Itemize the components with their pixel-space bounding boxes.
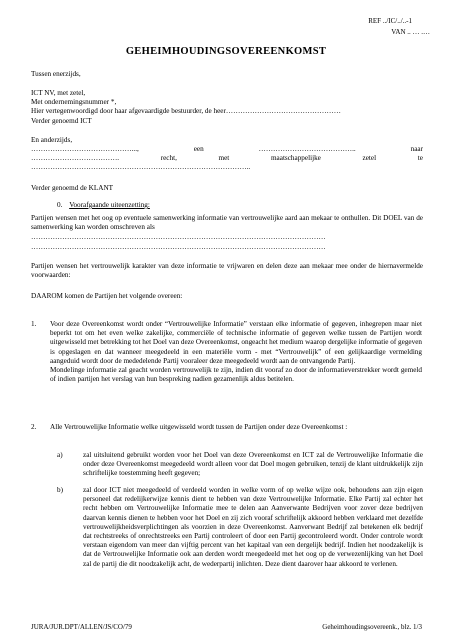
party-ict-number: Met ondernemingsnummer *, [31, 98, 117, 107]
footer-reference: JURA/JUR.DPT/ALLEN/JS/CO/79 [31, 623, 132, 631]
party-ict-name: ICT NV, met zetel, [31, 89, 86, 97]
daarom-line: DAAROM komen de Partijen het volgende overeen: [31, 292, 183, 300]
article-2-b-label: b) [57, 486, 63, 494]
document-title: GEHEIMHOUDINGSOVEREENKOMST [125, 46, 327, 57]
section-0-number: 0. [57, 201, 63, 209]
article-2-number: 2. [31, 423, 37, 431]
other-party-intro: En anderzijds, [31, 136, 73, 144]
party-ict [31, 89, 423, 126]
section-0-paragraph-1: Partijen wensen met het oog op eventuele samenwerking informatie van vertrouwelijke aard aan mekaar te onthullen. Dit DOEL van de samenwerking kan worden omschreven als [31, 214, 423, 232]
footer-page-number: Geheimhoudingsovereenk., blz. 1/3 [322, 623, 422, 631]
party-klant-alias: Verder genoemd de KLANT [31, 184, 114, 192]
article-2-text: Alle Vertrouwelijke Informatie welke uitgewisseld wordt tussen de Partijen onder deze Overeenkomst : [50, 423, 348, 431]
article-2-a-text: zal uitsluitend gebruikt worden voor het Doel van deze Overeenkomst en ICT zal de Vertrouwelijke Informatie die onder deze Overeenkomst meegedeeld wordt alleen voor dat Doel mogen gebruiken, tenzij de klant uitdrukkelijk zijn schriftelijke toestemming heeft gegeven; [83, 451, 423, 478]
section-0-title: Voorafgaande uiteenzetting: [69, 201, 150, 209]
party-klant-line-2: ………………………………. recht, met maatschappelijke zetel te [31, 154, 423, 163]
article-1-paragraph-2: Mondelinge informatie zal geacht worden vertrouwelijk te zijn, indien dit vooraf zo door de informatieverstrekker wordt gemeld of indien partijen het verslag van hun bespreking nadien gezamenlijk aldus betitelen. [50, 366, 422, 384]
article-1-paragraph-1: Voor deze Overeenkomst wordt onder “Vertrouwelijke Informatie” verstaan elke informatie of gegeven, inhegrepen maar niet beperkt tot om het even welke zakelijke, commerciële of technische informatie of gegeven welke tussen de Partijen wordt uitgewisseld met betrekking tot het Doel van deze Overeenkomst, ongeacht het medium waarop dergelijke informatie of gegeven is opgeslagen en dat wanneer meegedeeld in een materiële vorm - met “Vertrouwelijk” of een gelijkaardige vermelding aangeduid wordt door de mededelende Partij vooraleer deze meegedeeld wordt aan de ontvangende Partij. [50, 320, 422, 365]
section-0-dots-1: …………………………………………………………………………………………………………… [31, 233, 326, 241]
reference-block [368, 16, 430, 38]
reference-date: VAN .. … .… [391, 28, 430, 36]
section-0-dots-2: …………………………………………………………………………………………………………… [31, 243, 326, 251]
reference-number: REF ../IC/../..-1 [368, 17, 412, 25]
section-0-paragraph-2: Partijen wensen het vertrouwelijk karakter van deze informatie te vrijwaren en delen deze aan mekaar mee onder de hiernavermelde voorwaarden: [31, 262, 423, 280]
intro-line: Tussen enerzijds, [31, 70, 81, 78]
party-klant [31, 145, 423, 173]
party-ict-alias: Verder genoemd ICT [31, 116, 92, 125]
section-0-heading [57, 201, 423, 210]
article-1-text [50, 320, 422, 384]
party-klant-line-1: ……………………………………..., een ………………………………….. naar [31, 145, 423, 153]
article-2-b-text: zal door ICT niet meegedeeld of verdeeld worden in welke vorm of op welke wijze ook, behoudens aan zijn eigen personeel dat redelijkerwijze kennis dient te hebben van deze Vertrouwelijke Informatie. Elke Partij zal echter het recht hebben om Vertrouwelijke Informatie mee te delen aan Aanverwante Bedrijven voor zover deze bedrijven daarvan kennis dienen te hebben voor het Doel en zij zich vooraf schriftelijk akkoord hebben verklaard met dezelfde vertrouwelijkheidsverplichtingen als voorzien in deze Overeenkomst. Aanverwant Bedrijf zal betekenen elk bedrijf dat rechtstreeks of onrechtstreeks een Partij controleert of door een Partij gecontroleerd wordt. Onder controle wordt verstaan eigendom van meer dan vijftig percent van het kapitaal van een dergelijk bedrijf. Indien het noodzakelijk is dat de Vertrouwelijke Informatie ook aan derden wordt meegedeeld met het oog op de verwezenlijking van het Doel zal de partij die dit noodzakelijk acht, de wederpartij inlichten. Deze dient daarover haar akkoord te verlenen. [83, 486, 423, 568]
party-klant-line-3: ……………………………………………………………………………….. [31, 163, 251, 172]
article-1-number: 1. [31, 320, 37, 328]
party-ict-representative: Hier vertegenwoordigd door haar afgevaardigde bestuurder, de heer………………………………………… [31, 107, 341, 116]
article-2-a-label: a) [57, 451, 63, 459]
